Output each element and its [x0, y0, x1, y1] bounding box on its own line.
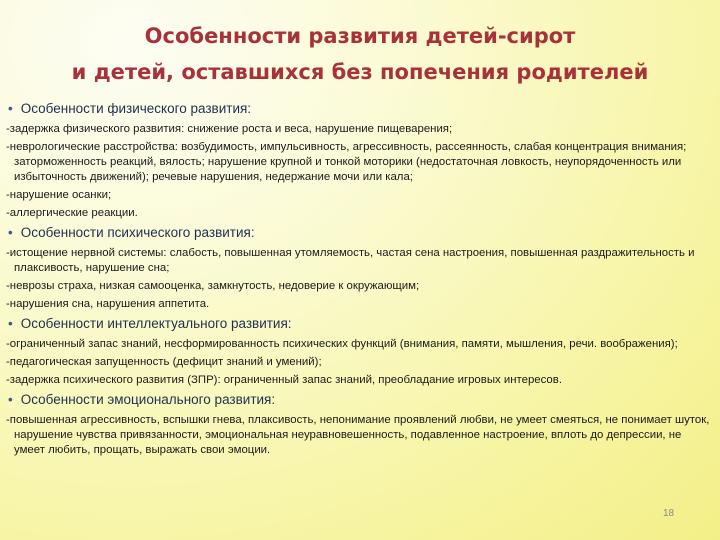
list-item: -ограниченный запас знаний, несформированность психических функций (внимания, памяти, мышления, речи. воображения);	[6, 338, 678, 350]
section-heading-emotional: • Особенности эмоционального развития:	[8, 392, 276, 407]
bullet-icon: •	[8, 101, 13, 116]
section-heading-mental: • Особенности психического развития:	[8, 225, 255, 240]
bullet-icon: •	[8, 316, 13, 331]
slide-title	[0, 18, 720, 90]
list-item: -нарушение осанки;	[6, 189, 112, 201]
bullet-icon: •	[8, 225, 13, 240]
title-line-2: и детей, оставшихся без попечения родителей	[71, 60, 649, 84]
section-heading-intellectual: • Особенности интеллектуального развития:	[8, 316, 292, 331]
slide-content	[6, 100, 714, 461]
list-item: -истощение нервной системы: слабость, повышенная утомляемость, частая сена настроения, повышенная раздражительность и плаксивость, нарушение сна;	[6, 247, 695, 274]
list-item: -задержка психического развития (ЗПР): ограниченный запас знаний, преобладание игровых интересов.	[6, 374, 562, 386]
page-number: 18	[663, 508, 675, 519]
title-line-1: Особенности развития детей-сирот	[144, 24, 576, 48]
list-item: -педагогическая запущенность (дефицит знаний и умений);	[6, 356, 322, 368]
list-item: -неврологические расстройства: возбудимость, импульсивность, агрессивность, рассеянность, слабая концентрация внимания; заторможенность реакций, вялость; нарушение крупной и тонкой моторики (недостаточная ловкость, неупорядоченность или избыточность движений); речевые нарушения, недержание мочи или кала;	[6, 141, 687, 183]
list-item: -аллергические реакции.	[6, 207, 138, 219]
list-item: -неврозы страха, низкая самооценка, замкнутость, недоверие к окружающим;	[6, 280, 420, 292]
list-item: -нарушения сна, нарушения аппетита.	[6, 298, 210, 310]
list-item: -повышенная агрессивность, вспышки гнева, плаксивость, непонимание проявлений любви, не умеет смеяться, не понимает шуток, нарушение чувства привязанности, эмоциональная неуравновешенность, подавленное настроение, вплоть до депрессии, не умеет любить, прощать, выражать свои эмоции.	[6, 414, 710, 456]
section-heading-physical: • Особенности физического развития:	[8, 101, 252, 116]
bullet-icon: •	[8, 392, 13, 407]
list-item: -задержка физического развития: снижение роста и веса, нарушение пищеварения;	[6, 123, 453, 135]
